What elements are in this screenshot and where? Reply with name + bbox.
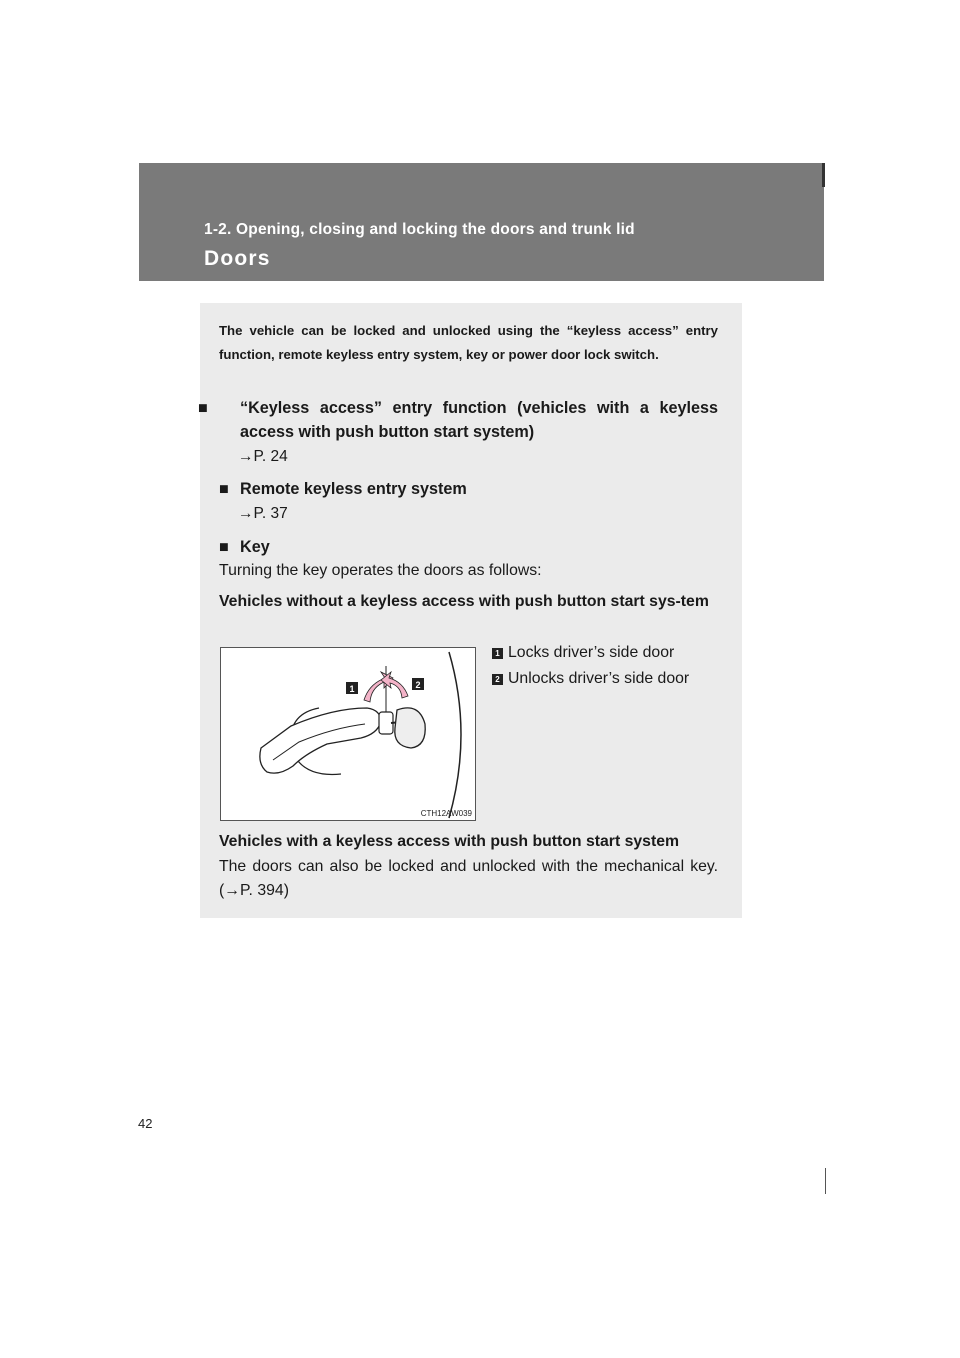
header-band <box>139 163 824 281</box>
legend-item-2 <box>492 667 689 691</box>
bullet-square-icon: ■ <box>198 399 208 417</box>
keyless-access-ref: →P. 24 <box>238 448 288 465</box>
key-description: Turning the key operates the doors as follows: <box>219 562 542 579</box>
bullet-square-icon: ■ <box>219 538 229 556</box>
keyless-access-heading <box>198 396 718 444</box>
content-panel <box>200 303 742 918</box>
svg-text:2: 2 <box>415 680 421 690</box>
legend-item-1 <box>492 641 674 665</box>
remote-keyless-ref: →P. 37 <box>238 505 288 522</box>
door-key-illustration <box>220 647 476 821</box>
number-2-icon: 2 <box>492 674 503 685</box>
with-keyless-heading: Vehicles with a keyless access with push button start system <box>219 833 680 850</box>
remote-keyless-heading <box>219 477 718 501</box>
with-keyless-text: The doors can also be locked and unlocked with the mechanical key. (→P. 394) <box>219 858 718 899</box>
legend-item-1-text: Locks driver’s side door <box>508 644 675 661</box>
door-handle-key-drawing <box>221 648 475 820</box>
page-title: Doors <box>204 247 271 270</box>
without-keyless-heading: Vehicles without a keyless access with push button start sys-tem <box>219 593 709 610</box>
bullet-square-icon: ■ <box>219 480 229 498</box>
header-tick-mark <box>822 163 825 187</box>
section-title: 1-2. Opening, closing and locking the doors and trunk lid <box>204 221 635 238</box>
intro-text: The vehicle can be locked and unlocked using the “keyless access” entry function, remote keyless entry system, key or power door lock switch. <box>219 323 718 362</box>
svg-text:1: 1 <box>349 684 355 694</box>
margin-rule <box>825 1168 826 1194</box>
key-heading <box>219 535 718 559</box>
page-number: 42 <box>138 1116 153 1131</box>
number-1-icon: 1 <box>492 648 503 659</box>
key-heading-text: Key <box>240 538 270 556</box>
legend-item-2-text: Unlocks driver’s side door <box>508 670 690 687</box>
keyless-access-heading-text: “Keyless access” entry function (vehicles with a keyless access with push button start system) <box>240 399 718 441</box>
figure-code: CTH12AW039 <box>420 809 472 818</box>
remote-keyless-heading-text: Remote keyless entry system <box>240 480 467 498</box>
